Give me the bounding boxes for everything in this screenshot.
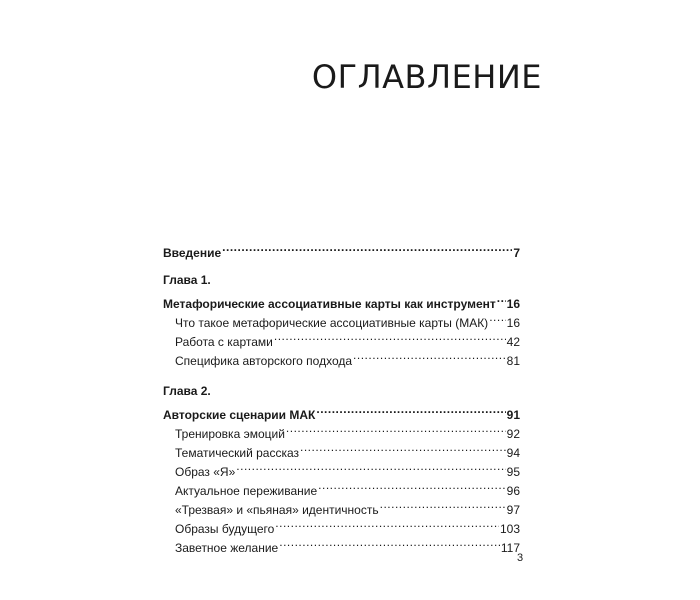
toc-entry-page: 97 <box>506 503 520 517</box>
toc-entry-label: Образы будущего <box>175 522 275 536</box>
toc-entry-label: Что такое метафорические ассоциативные карты (МАК) <box>175 316 489 330</box>
dot-leader <box>274 327 506 346</box>
dot-leader <box>353 346 506 365</box>
toc-entry-page: 7 <box>513 246 520 260</box>
toc-entry-page: 42 <box>506 335 520 349</box>
toc-entry-label: Авторские сценарии МАК <box>163 408 316 422</box>
toc-entry-label: Тематический рассказ <box>175 446 300 460</box>
toc-entry-page: 81 <box>506 354 520 368</box>
dot-leader <box>497 289 506 308</box>
toc-entry-label: Образ «Я» <box>175 465 236 479</box>
dot-leader <box>318 476 505 495</box>
dot-leader <box>236 457 505 476</box>
page-number: 3 <box>517 552 524 564</box>
toc-entry-page: 117 <box>500 541 520 555</box>
toc-entry-page: 16 <box>506 316 520 330</box>
toc-entry-page: 95 <box>506 465 520 479</box>
toc-entry-label: Актуальное переживание <box>175 484 318 498</box>
toc-entry-chapter-1[interactable] <box>163 289 520 311</box>
toc-entry-label: Введение <box>163 246 222 260</box>
toc-entry-page: 91 <box>506 408 520 422</box>
dot-leader <box>222 238 512 257</box>
toc-entry-label: «Трезвая» и «пьяная» идентичность <box>175 503 379 517</box>
toc-entry-page: 96 <box>506 484 520 498</box>
toc-entry-label: Работа с картами <box>175 335 273 349</box>
dot-leader <box>275 514 499 533</box>
toc-entry-label: Метафорические ассоциативные карты как инструмент <box>163 297 496 311</box>
toc-entry-page: 94 <box>506 446 520 460</box>
toc-entry-chapter-2[interactable] <box>163 400 520 422</box>
toc-entry-label: Заветное желание <box>175 541 279 555</box>
toc-entry-label: Специфика авторского подхода <box>175 354 353 368</box>
toc-entry-page: 92 <box>506 427 520 441</box>
toc-entry-label: Тренировка эмоций <box>175 427 285 441</box>
dot-leader <box>300 438 506 457</box>
table-of-contents <box>163 238 520 555</box>
toc-entry-page: 103 <box>499 522 520 536</box>
toc-entry-intro[interactable] <box>163 238 520 260</box>
dot-leader <box>380 495 506 514</box>
dot-leader <box>279 533 500 552</box>
page-title: ОГЛАВЛЕНИЕ <box>311 58 542 96</box>
chapter-heading: Глава 1. <box>163 273 211 287</box>
dot-leader <box>316 400 505 419</box>
dot-leader <box>489 308 505 327</box>
chapter-heading: Глава 2. <box>163 384 211 398</box>
toc-entry-page: 16 <box>506 297 520 311</box>
dot-leader <box>286 419 506 438</box>
